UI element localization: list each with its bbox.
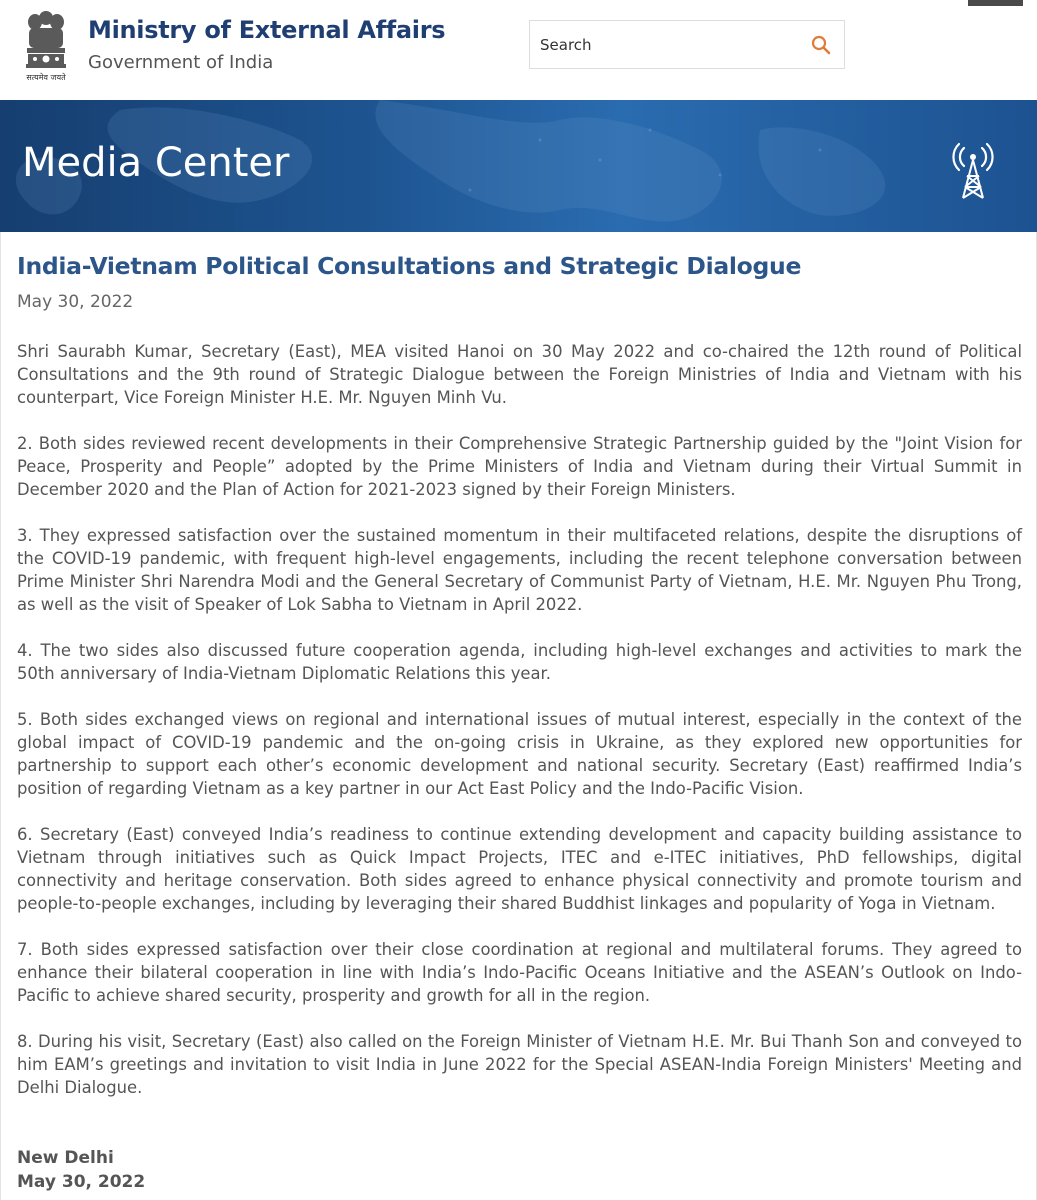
article-paragraph: 6. Secretary (East) conveyed India’s readiness to continue extending development and capacity building assistance to Vietnam through initiatives such as Quick Impact Projects, ITEC and e-ITEC initiatives, PhD fellowships, digital connectivity and heritage conservation. Both sides agreed to enhance physical connectivity and promote tourism and people-to-people exchanges, including by leveraging their shared Buddhist linkages and popularity of Yoga in Vietnam.: [17, 825, 1022, 913]
search-icon[interactable]: [810, 34, 832, 56]
government-name: Government of India: [88, 52, 274, 73]
article-date: May 30, 2022: [17, 292, 134, 312]
article-title: India-Vietnam Political Consultations and Strategic Dialogue: [17, 252, 802, 280]
article-paragraph: 3. They expressed satisfaction over the sustained momentum in their multifaceted relations, despite the disruptions of the COVID-19 pandemic, with frequent high-level engagements, including the recent telephone conversation between Prime Minister Shri Narendra Modi and the General Secretary of Communist Party of Vietnam, H.E. Mr. Nguyen Phu Trong, as well as the visit of Speaker of Lok Sabha to Vietnam in April 2022.: [17, 526, 1022, 614]
media-center-banner: [0, 100, 1037, 232]
signoff-date: May 30, 2022: [17, 1172, 146, 1192]
search-box: [529, 20, 845, 69]
emblem-motto: सत्यमेव जयते: [26, 73, 66, 82]
top-menu-tab[interactable]: [968, 0, 1023, 6]
site-header: [0, 0, 1037, 100]
signoff-place: New Delhi: [17, 1148, 114, 1168]
article-paragraph: 8. During his visit, Secretary (East) also called on the Foreign Minister of Vietnam H.E. Mr. Bui Thanh Son and conveyed to him EAM’s greetings and invitation to visit India in June 2022 for the Special ASEAN-India Foreign Ministers' Meeting and Delhi Dialogue.: [17, 1032, 1022, 1097]
article-paragraph: 5. Both sides exchanged views on regional and international issues of mutual interest, especially in the context of the global impact of COVID-19 pandemic and the on-going crisis in Ukraine, as they explored new opportunities for partnership to support each other’s economic development and national security. Secretary (East) reaffirmed India’s position of regarding Vietnam as a key partner in our Act East Policy and the Indo-Pacific Vision.: [17, 710, 1022, 798]
article-paragraph: 4. The two sides also discussed future cooperation agenda, including high-level exchanges and activities to mark the 50th anniversary of India-Vietnam Diplomatic Relations this year.: [17, 641, 1022, 683]
banner-title: Media Center: [22, 140, 290, 186]
article-signoff: [17, 1146, 145, 1194]
article-body: [17, 340, 1022, 1122]
search-input[interactable]: [530, 21, 800, 68]
article-paragraph: 2. Both sides reviewed recent developments in their Comprehensive Strategic Partnership guided by the "Joint Vision for Peace, Prosperity and People” adopted by the Prime Ministers of India and Vietnam during their Virtual Summit in December 2020 and the Plan of Action for 2021-2023 signed by their Foreign Ministers.: [17, 434, 1022, 499]
broadcast-tower-icon: [952, 142, 994, 200]
article: [0, 232, 1037, 1200]
article-paragraph: Shri Saurabh Kumar, Secretary (East), MEA visited Hanoi on 30 May 2022 and co-chaired the 12th round of Political Consultations and the 9th round of Strategic Dialogue between the Foreign Ministries of India and Vietnam with his counterpart, Vice Foreign Minister H.E. Mr. Nguyen Minh Vu.: [17, 342, 1022, 407]
ministry-name[interactable]: Ministry of External Affairs: [88, 16, 446, 44]
article-paragraph: 7. Both sides expressed satisfaction over their close coordination at regional and multilateral forums. They agreed to enhance their bilateral cooperation in line with India’s Indo-Pacific Oceans Initiative and the ASEAN’s Outlook on Indo-Pacific to achieve shared security, prosperity and growth for all in the region.: [17, 940, 1022, 1005]
